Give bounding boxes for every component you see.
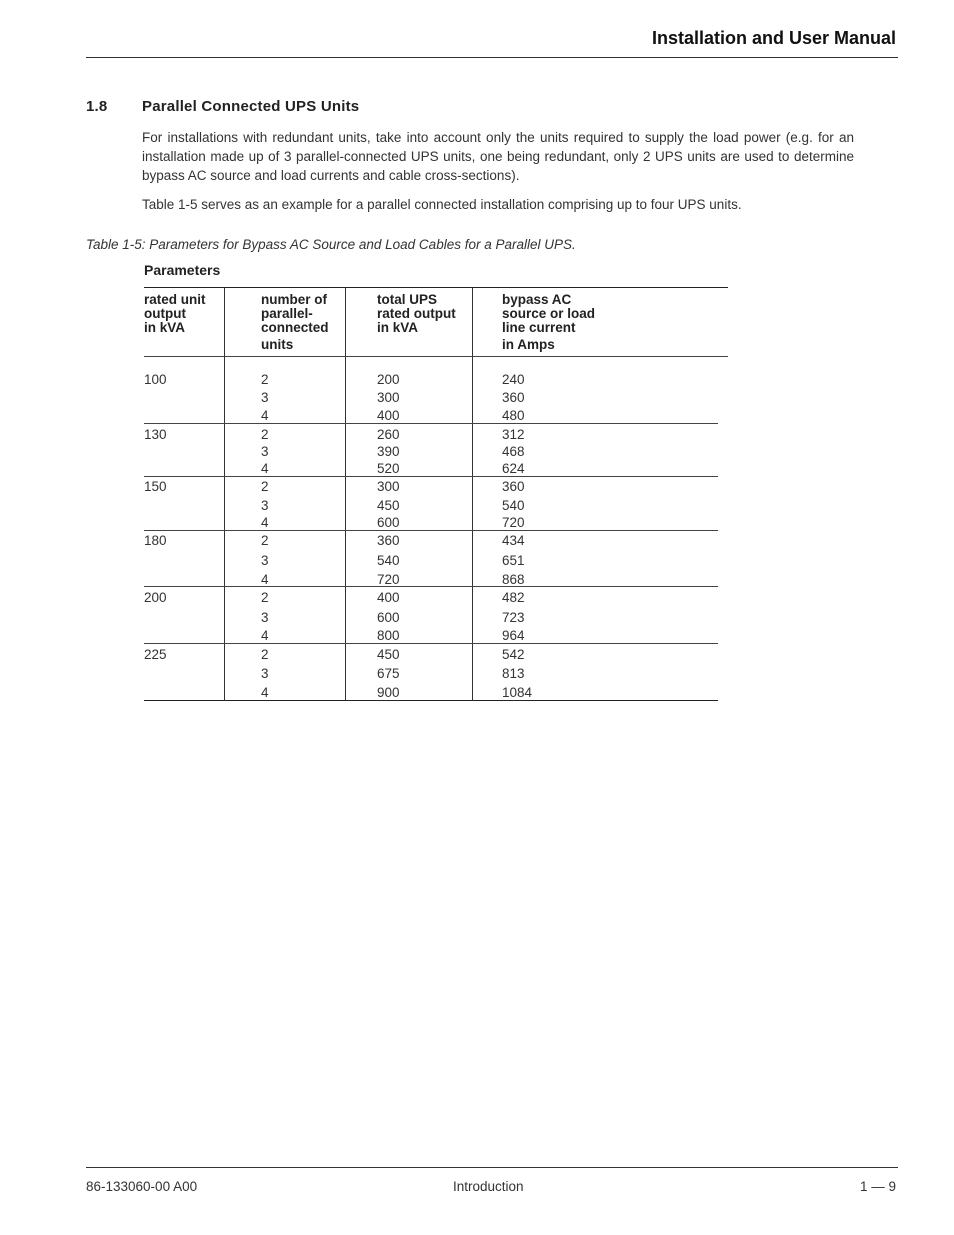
cell-total-output: 260 xyxy=(377,427,400,442)
cell-total-output: 450 xyxy=(377,647,400,662)
table-row-group xyxy=(144,530,718,587)
cell-number-of-units: 2 xyxy=(261,647,269,662)
cell-total-output: 300 xyxy=(377,390,400,405)
column-header-line: rated output xyxy=(377,306,456,321)
column-header-total-output xyxy=(377,293,456,335)
cell-line-current: 720 xyxy=(502,515,525,530)
cell-line-current: 360 xyxy=(502,390,525,405)
cell-line-current: 868 xyxy=(502,572,525,587)
footer-document-number: 86-133060-00 A00 xyxy=(86,1179,198,1194)
cell-total-output: 520 xyxy=(377,461,400,476)
cell-number-of-units: 3 xyxy=(261,666,269,681)
cell-total-output: 200 xyxy=(377,372,400,387)
cell-total-output: 675 xyxy=(377,666,400,681)
cell-total-output: 600 xyxy=(377,515,400,530)
cell-line-current: 312 xyxy=(502,427,525,442)
column-header-rated-output xyxy=(144,293,206,335)
table-top-rule xyxy=(144,287,728,288)
column-header-line: total UPS xyxy=(377,292,438,307)
column-header-line: line current xyxy=(502,320,576,335)
cell-total-output: 360 xyxy=(377,533,400,548)
cell-number-of-units: 2 xyxy=(261,590,269,605)
paragraph-redundant-units: For installations with redundant units, take into account only the units required to supply the load power (e.g. for an installation made up of 3 parallel-connected UPS units, one being redundant, only 2 UPS units are used to determine bypass AC source and load currents and cable cross-sections). xyxy=(142,130,854,183)
cell-total-output: 900 xyxy=(377,685,400,700)
column-header-line: in Amps xyxy=(502,337,555,352)
cell-number-of-units: 4 xyxy=(261,572,269,587)
column-header-line: rated unit xyxy=(144,292,206,307)
cell-number-of-units: 2 xyxy=(261,427,269,442)
cell-total-output: 800 xyxy=(377,628,400,643)
cell-total-output: 400 xyxy=(377,590,400,605)
cell-total-output: 390 xyxy=(377,444,400,459)
cell-number-of-units: 4 xyxy=(261,628,269,643)
cell-number-of-units: 2 xyxy=(261,533,269,548)
header-rule xyxy=(86,57,898,58)
table-row-group xyxy=(144,643,718,701)
table-caption: Table 1-5: Parameters for Bypass AC Source and Load Cables for a Parallel UPS. xyxy=(86,237,576,252)
table-bottom-rule xyxy=(144,700,718,701)
cell-line-current: 813 xyxy=(502,666,525,681)
column-header-line: in kVA xyxy=(377,320,419,335)
column-header-line: connected xyxy=(261,320,329,335)
cell-rated-output: 200 xyxy=(144,590,167,605)
table-row-group xyxy=(144,476,718,531)
footer-chapter: Introduction xyxy=(453,1179,524,1194)
cell-line-current: 542 xyxy=(502,647,525,662)
column-header-line: number of xyxy=(261,292,327,307)
cell-number-of-units: 3 xyxy=(261,498,269,513)
table-row-group xyxy=(144,586,718,644)
cell-line-current: 360 xyxy=(502,479,525,494)
column-header-number-of-units xyxy=(261,293,329,352)
section-heading xyxy=(86,98,359,115)
footer-page-number: 1 — 9 xyxy=(859,1179,896,1194)
cell-line-current: 1084 xyxy=(502,685,533,700)
cell-total-output: 450 xyxy=(377,498,400,513)
cell-number-of-units: 4 xyxy=(261,515,269,530)
cell-line-current: 434 xyxy=(502,533,525,548)
cell-rated-output: 225 xyxy=(144,647,167,662)
cell-total-output: 720 xyxy=(377,572,400,587)
cell-number-of-units: 2 xyxy=(261,479,269,494)
paragraph-table-reference: Table 1-5 serves as an example for a parallel connected installation comprising up to four UPS units. xyxy=(142,197,742,212)
cell-line-current: 964 xyxy=(502,628,525,643)
cell-line-current: 468 xyxy=(502,444,525,459)
cell-total-output: 400 xyxy=(377,408,400,423)
cell-line-current: 540 xyxy=(502,498,525,513)
section-title: Parallel Connected UPS Units xyxy=(142,98,360,115)
cell-number-of-units: 4 xyxy=(261,685,269,700)
cell-total-output: 600 xyxy=(377,610,400,625)
cell-line-current: 480 xyxy=(502,408,525,423)
table-row-group xyxy=(144,423,718,477)
cell-rated-output: 150 xyxy=(144,479,167,494)
column-header-line: parallel- xyxy=(261,306,313,321)
cell-number-of-units: 3 xyxy=(261,610,269,625)
cell-line-current: 240 xyxy=(502,372,525,387)
cell-number-of-units: 4 xyxy=(261,408,269,423)
cell-number-of-units: 2 xyxy=(261,372,269,387)
cell-number-of-units: 3 xyxy=(261,553,269,568)
column-header-line: output xyxy=(144,306,186,321)
table-row-group xyxy=(144,357,718,423)
column-header-line: units xyxy=(261,337,294,352)
cell-line-current: 482 xyxy=(502,590,525,605)
cell-number-of-units: 4 xyxy=(261,461,269,476)
column-header-line: in kVA xyxy=(144,320,186,335)
cell-rated-output: 130 xyxy=(144,427,167,442)
section-number: 1.8 xyxy=(86,98,108,115)
cell-number-of-units: 3 xyxy=(261,444,269,459)
cell-line-current: 723 xyxy=(502,610,525,625)
cell-number-of-units: 3 xyxy=(261,390,269,405)
cell-line-current: 624 xyxy=(502,461,525,476)
table-group-title: Parameters xyxy=(144,262,221,278)
cell-total-output: 540 xyxy=(377,553,400,568)
footer-rule xyxy=(86,1167,898,1168)
cell-total-output: 300 xyxy=(377,479,400,494)
column-header-line: bypass AC xyxy=(502,292,572,307)
page-header-title: Installation and User Manual xyxy=(651,28,896,48)
cell-rated-output: 180 xyxy=(144,533,167,548)
cell-line-current: 651 xyxy=(502,553,525,568)
column-header-line-current xyxy=(502,293,595,352)
cell-rated-output: 100 xyxy=(144,372,167,387)
column-header-line: source or load xyxy=(502,306,596,321)
